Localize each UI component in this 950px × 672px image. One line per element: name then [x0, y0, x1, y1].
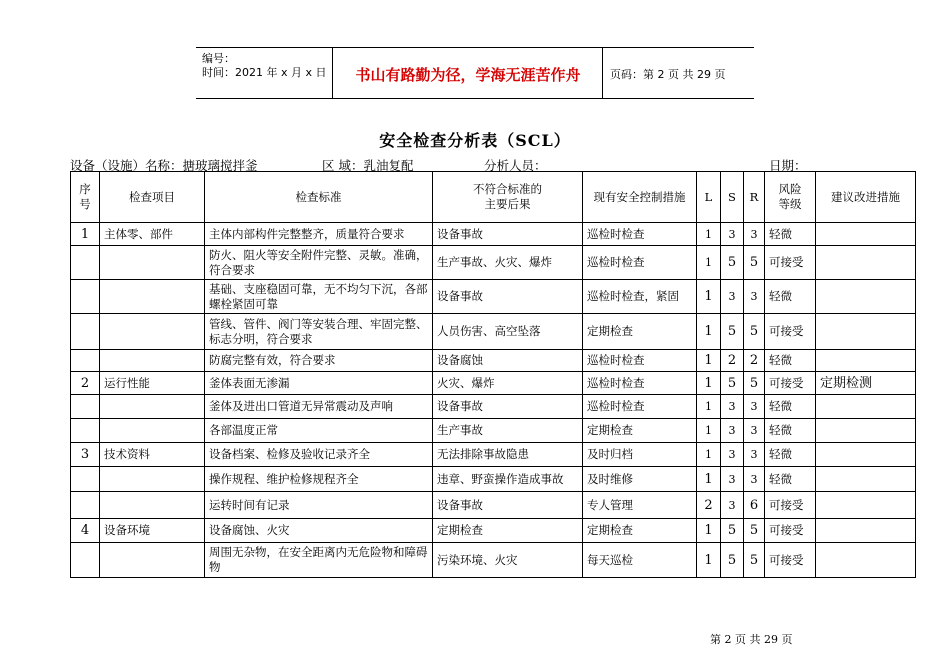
- table-row: [71, 443, 916, 467]
- cell-r-value: 2: [744, 350, 765, 372]
- cell-control-measures: 定期检查: [583, 419, 697, 443]
- cell-check-standard: 设备腐蚀、火灾: [205, 519, 433, 543]
- cell-s-value: 5: [721, 543, 744, 578]
- column-header-risk-line1: 风险: [778, 182, 802, 196]
- column-header-seq: 序号: [71, 172, 100, 223]
- cell-control-measures: 及时维修: [583, 467, 697, 492]
- column-header-r: R: [744, 172, 765, 223]
- cell-control-measures: 巡检时检查: [583, 395, 697, 419]
- cell-check-item: [100, 350, 205, 372]
- cell-check-standard: 各部温度正常: [205, 419, 433, 443]
- cell-l-value: 1: [697, 280, 721, 314]
- cell-s-value: 5: [721, 314, 744, 350]
- table-row: [71, 519, 916, 543]
- cell-seq: 2: [71, 372, 100, 395]
- header-page-number: 页码：第 2 页 共 29 页: [610, 68, 726, 81]
- cell-suggestion: 定期检测: [816, 372, 916, 395]
- cell-check-item: 运行性能: [100, 372, 205, 395]
- cell-check-item: 主体零、部件: [100, 223, 205, 246]
- cell-control-measures: 专人管理: [583, 492, 697, 519]
- column-header-measures: 现有安全控制措施: [583, 172, 697, 223]
- cell-s-value: 3: [721, 280, 744, 314]
- cell-seq: [71, 543, 100, 578]
- document-code-label: 编号：: [202, 52, 235, 65]
- cell-risk-level: 可接受: [765, 372, 816, 395]
- cell-control-measures: 定期检查: [583, 314, 697, 350]
- cell-s-value: 3: [721, 443, 744, 467]
- cell-s-value: 2: [721, 350, 744, 372]
- analyst-label: 分析人员：: [484, 158, 547, 173]
- cell-check-item: [100, 492, 205, 519]
- cell-r-value: 3: [744, 443, 765, 467]
- cell-control-measures: 定期检查: [583, 519, 697, 543]
- cell-consequence: 定期检查: [433, 519, 583, 543]
- column-header-consequence: [433, 172, 583, 223]
- column-header-s: S: [721, 172, 744, 223]
- cell-suggestion: [816, 519, 916, 543]
- cell-control-measures: 及时归档: [583, 443, 697, 467]
- cell-suggestion: [816, 443, 916, 467]
- cell-risk-level: 轻微: [765, 280, 816, 314]
- cell-suggestion: [816, 314, 916, 350]
- cell-r-value: 6: [744, 492, 765, 519]
- cell-seq: 3: [71, 443, 100, 467]
- cell-l-value: 1: [697, 543, 721, 578]
- cell-check-standard: 釜体表面无渗漏: [205, 372, 433, 395]
- table-row: [71, 419, 916, 443]
- cell-consequence: 违章、野蛮操作造成事故: [433, 467, 583, 492]
- cell-r-value: 3: [744, 467, 765, 492]
- cell-control-measures: 每天巡检: [583, 543, 697, 578]
- cell-r-value: 5: [744, 543, 765, 578]
- column-header-risk-line2: 等级: [778, 197, 802, 211]
- cell-s-value: 5: [721, 246, 744, 280]
- cell-s-value: 5: [721, 519, 744, 543]
- cell-r-value: 5: [744, 372, 765, 395]
- cell-l-value: 1: [697, 223, 721, 246]
- header-motto: 书山有路勤为径，学海无涯苦作舟: [355, 66, 581, 84]
- date-label: 日期：: [769, 158, 807, 173]
- cell-r-value: 3: [744, 223, 765, 246]
- column-header-risk: [765, 172, 816, 223]
- cell-check-standard: 设备档案、检修及验收记录齐全: [205, 443, 433, 467]
- cell-check-standard: 操作规程、维护检修规程齐全: [205, 467, 433, 492]
- cell-consequence: 人员伤害、高空坠落: [433, 314, 583, 350]
- cell-risk-level: 轻微: [765, 223, 816, 246]
- cell-risk-level: 轻微: [765, 443, 816, 467]
- cell-check-standard: 防腐完整有效，符合要求: [205, 350, 433, 372]
- cell-check-standard: 主体内部构件完整整齐，质量符合要求: [205, 223, 433, 246]
- cell-check-item: 设备环境: [100, 519, 205, 543]
- cell-seq: [71, 314, 100, 350]
- cell-consequence: 设备事故: [433, 223, 583, 246]
- cell-l-value: 1: [697, 246, 721, 280]
- cell-seq: [71, 419, 100, 443]
- cell-consequence: 生产事故、火灾、爆炸: [433, 246, 583, 280]
- column-header-suggestion: 建议改进措施: [816, 172, 916, 223]
- cell-check-standard: 周围无杂物，在安全距离内无危险物和障碍物: [205, 543, 433, 578]
- cell-seq: [71, 467, 100, 492]
- column-header-standard: 检查标准: [205, 172, 433, 223]
- cell-check-item: [100, 467, 205, 492]
- cell-r-value: 3: [744, 395, 765, 419]
- cell-s-value: 3: [721, 223, 744, 246]
- cell-l-value: 1: [697, 443, 721, 467]
- cell-r-value: 5: [744, 519, 765, 543]
- cell-consequence: 设备事故: [433, 492, 583, 519]
- cell-check-standard: 釜体及进出口管道无异常震动及声响: [205, 395, 433, 419]
- cell-consequence: 设备事故: [433, 280, 583, 314]
- cell-seq: [71, 280, 100, 314]
- cell-l-value: 1: [697, 467, 721, 492]
- cell-consequence: 火灾、爆炸: [433, 372, 583, 395]
- cell-seq: 4: [71, 519, 100, 543]
- header-divider: [602, 48, 603, 98]
- cell-seq: [71, 395, 100, 419]
- cell-check-item: [100, 280, 205, 314]
- cell-check-item: [100, 419, 205, 443]
- cell-risk-level: 可接受: [765, 314, 816, 350]
- table-row: [71, 246, 916, 280]
- cell-suggestion: [816, 492, 916, 519]
- table-row: [71, 372, 916, 395]
- table-row: [71, 280, 916, 314]
- cell-consequence: 设备事故: [433, 395, 583, 419]
- document-header: [196, 47, 754, 99]
- cell-r-value: 5: [744, 314, 765, 350]
- cell-seq: 1: [71, 223, 100, 246]
- cell-control-measures: 巡检时检查，紧固: [583, 280, 697, 314]
- page-footer: 第 2 页 共 29 页: [710, 633, 793, 646]
- cell-risk-level: 轻微: [765, 350, 816, 372]
- cell-check-item: 技术资料: [100, 443, 205, 467]
- cell-control-measures: 巡检时检查: [583, 246, 697, 280]
- safety-checklist-table: [70, 171, 916, 578]
- header-divider: [332, 48, 333, 98]
- cell-risk-level: 可接受: [765, 543, 816, 578]
- cell-risk-level: 轻微: [765, 467, 816, 492]
- table-row: [71, 350, 916, 372]
- cell-risk-level: 可接受: [765, 519, 816, 543]
- cell-check-standard: 运转时间有记录: [205, 492, 433, 519]
- cell-risk-level: 可接受: [765, 246, 816, 280]
- cell-consequence: 设备腐蚀: [433, 350, 583, 372]
- document-time: 时间：2021 年 x 月 x 日: [202, 66, 327, 79]
- table-row: [71, 492, 916, 519]
- column-header-item: 检查项目: [100, 172, 205, 223]
- cell-seq: [71, 350, 100, 372]
- table-row: [71, 467, 916, 492]
- cell-check-standard: 防火、阻火等安全附件完整、灵敏。准确，符合要求: [205, 246, 433, 280]
- cell-l-value: 1: [697, 372, 721, 395]
- cell-s-value: 3: [721, 467, 744, 492]
- cell-l-value: 2: [697, 492, 721, 519]
- cell-l-value: 1: [697, 314, 721, 350]
- cell-control-measures: 巡检时检查: [583, 372, 697, 395]
- cell-s-value: 5: [721, 372, 744, 395]
- cell-check-item: [100, 246, 205, 280]
- cell-l-value: 1: [697, 419, 721, 443]
- table-header-row: [71, 172, 916, 223]
- page-title: 安全检查分析表（SCL）: [379, 131, 571, 150]
- cell-suggestion: [816, 543, 916, 578]
- cell-consequence: 生产事故: [433, 419, 583, 443]
- cell-s-value: 3: [721, 395, 744, 419]
- cell-check-item: [100, 395, 205, 419]
- cell-suggestion: [816, 467, 916, 492]
- cell-seq: [71, 246, 100, 280]
- cell-suggestion: [816, 280, 916, 314]
- cell-check-standard: 管线、管件、阀门等安装合理、牢固完整、标志分明，符合要求: [205, 314, 433, 350]
- column-header-consequence-line2: 主要后果: [484, 197, 531, 211]
- cell-check-item: [100, 314, 205, 350]
- cell-s-value: 3: [721, 492, 744, 519]
- cell-r-value: 3: [744, 280, 765, 314]
- table-row: [71, 395, 916, 419]
- table-row: [71, 314, 916, 350]
- cell-risk-level: 轻微: [765, 395, 816, 419]
- cell-suggestion: [816, 223, 916, 246]
- cell-control-measures: 巡检时检查: [583, 223, 697, 246]
- column-header-consequence-line1: 不符合标准的: [473, 182, 542, 196]
- cell-consequence: 无法排除事故隐患: [433, 443, 583, 467]
- cell-suggestion: [816, 350, 916, 372]
- cell-check-item: [100, 543, 205, 578]
- header-meta: [202, 52, 327, 80]
- cell-l-value: 1: [697, 350, 721, 372]
- cell-r-value: 3: [744, 419, 765, 443]
- cell-s-value: 3: [721, 419, 744, 443]
- cell-l-value: 1: [697, 395, 721, 419]
- area-label: 区 域：乳油复配: [322, 158, 414, 173]
- table-row: [71, 543, 916, 578]
- cell-r-value: 5: [744, 246, 765, 280]
- column-header-l: L: [697, 172, 721, 223]
- cell-suggestion: [816, 395, 916, 419]
- equipment-name: 设备（设施）名称：搪玻璃搅拌釜: [70, 158, 258, 173]
- cell-check-standard: 基础、支座稳固可靠，无不均匀下沉，各部螺栓紧固可靠: [205, 280, 433, 314]
- cell-suggestion: [816, 246, 916, 280]
- cell-consequence: 污染环境、火灾: [433, 543, 583, 578]
- cell-risk-level: 轻微: [765, 419, 816, 443]
- cell-l-value: 1: [697, 519, 721, 543]
- cell-risk-level: 可接受: [765, 492, 816, 519]
- cell-seq: [71, 492, 100, 519]
- cell-suggestion: [816, 419, 916, 443]
- table-row: [71, 223, 916, 246]
- cell-control-measures: 巡检时检查: [583, 350, 697, 372]
